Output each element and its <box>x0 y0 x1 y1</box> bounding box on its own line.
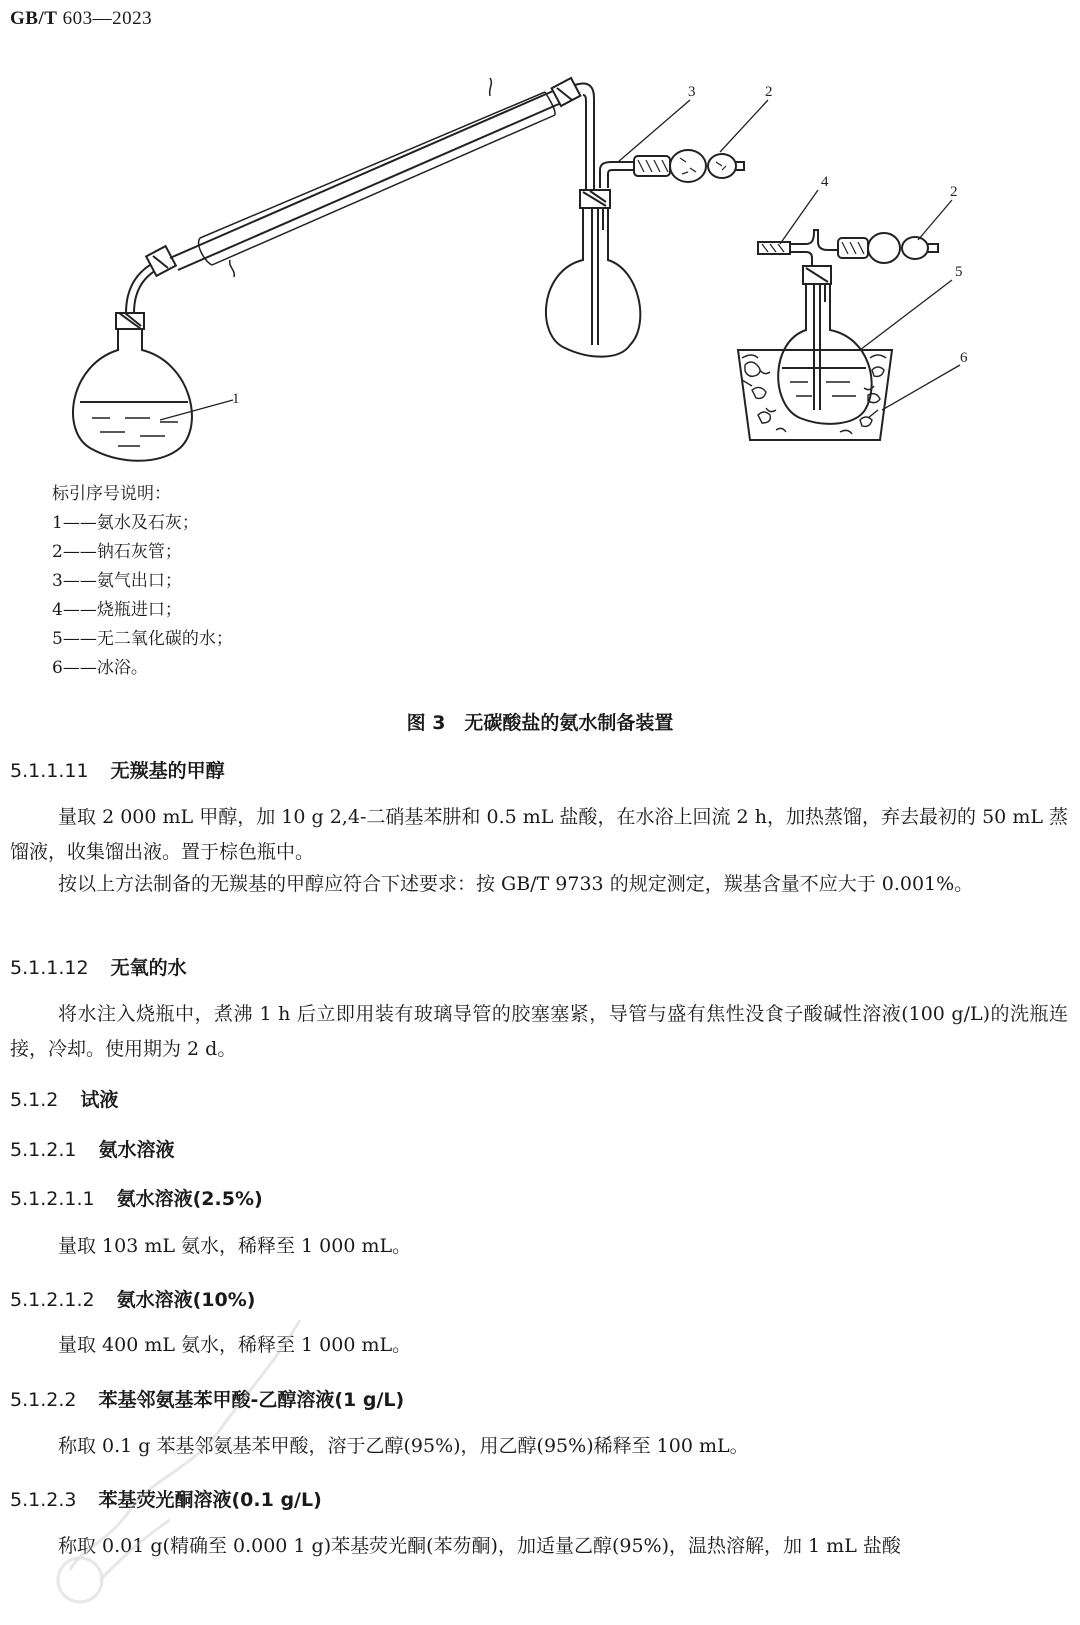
section-title: 无羰基的甲醇 <box>110 760 225 782</box>
legend-item: 2——钠石灰管； <box>52 542 182 562</box>
section-title: 苯基荧光酮溶液(0.1 g/L) <box>98 1489 322 1511</box>
section-number: 5.1.2.3 <box>10 1489 77 1511</box>
callout-2b: 2 <box>950 184 958 200</box>
flask-ammonia <box>73 313 192 461</box>
section-number: 5.1.2.2 <box>10 1389 77 1411</box>
section-number: 5.1.1.11 <box>10 760 89 782</box>
paragraph: 按以上方法制备的无羰基的甲醇应符合下述要求：按 GB/T 9733 的规定测定，羰基含量不应大于 0.001%。 <box>58 873 974 895</box>
section-heading <box>10 1285 255 1312</box>
section-title: 氨水溶液(10%) <box>116 1289 256 1311</box>
section-heading <box>10 1085 118 1112</box>
callout-1: 1 <box>232 391 240 407</box>
section-title: 氨水溶液(2.5%) <box>116 1188 263 1210</box>
paragraph: 称取 0.01 g(精确至 0.000 1 g)苯基荧光酮(苯芴酮)，加适量乙醇(95%)，温热溶解，加 1 mL 盐酸 <box>58 1535 901 1557</box>
apparatus-diagram <box>0 70 1080 470</box>
legend-item: 6——冰浴。 <box>52 658 148 678</box>
section-heading <box>10 1184 263 1211</box>
condenser <box>170 78 580 277</box>
standard-code <box>10 8 152 30</box>
legend-item: 4——烧瓶进口； <box>52 600 182 620</box>
section-number: 5.1.2.1.1 <box>10 1188 95 1210</box>
section-title: 无氧的水 <box>110 957 187 979</box>
standard-number: 603—2023 <box>62 8 153 29</box>
section-number: 5.1.2.1.2 <box>10 1289 95 1311</box>
section-title: 试液 <box>80 1089 119 1111</box>
section-heading <box>10 1485 322 1512</box>
legend-title: 标引序号说明： <box>52 484 171 504</box>
section-number: 5.1.1.12 <box>10 957 89 979</box>
paragraph: 称取 0.1 g 苯基邻氨基苯甲酸，溶于乙醇(95%)，用乙醇(95%)稀释至 100 mL。 <box>58 1435 749 1457</box>
paragraph: 量取 2 000 mL 甲醇，加 10 g 2,4-二硝基苯肼和 0.5 mL 盐酸，在水浴上回流 2 h，加热蒸馏，弃去最初的 50 mL 蒸馏液，收集馏出液。置于棕色瓶中。 <box>10 806 1068 863</box>
callout-4: 4 <box>821 174 829 190</box>
paragraph: 量取 103 mL 氨水，稀释至 1 000 mL。 <box>58 1235 412 1257</box>
section-title: 氨水溶液 <box>98 1139 175 1161</box>
section-heading <box>10 1385 404 1412</box>
flask-ice-bath <box>738 230 938 440</box>
figure-legend <box>52 480 233 683</box>
callout-leaders <box>160 100 960 420</box>
standard-prefix: GB/T <box>10 8 58 29</box>
legend-item: 3——氨气出口； <box>52 571 182 591</box>
paragraph: 量取 400 mL 氨水，稀释至 1 000 mL。 <box>58 1334 412 1356</box>
section-heading <box>10 1135 175 1162</box>
callout-6: 6 <box>960 350 968 366</box>
figure-caption: 图 3 无碳酸盐的氨水制备装置 <box>406 712 674 734</box>
section-number: 5.1.2.1 <box>10 1139 77 1161</box>
callout-5: 5 <box>955 264 963 280</box>
legend-item: 1——氨水及石灰； <box>52 513 199 533</box>
flask-receiver <box>546 150 744 357</box>
paragraph: 将水注入烧瓶中，煮沸 1 h 后立即用装有玻璃导管的胶塞塞紧，导管与盛有焦性没食子酸碱性溶液(100 g/L)的洗瓶连接，冷却。使用期为 2 d。 <box>10 1003 1068 1060</box>
callout-3: 3 <box>688 84 696 100</box>
section-title: 苯基邻氨基苯甲酸-乙醇溶液(1 g/L) <box>98 1389 405 1411</box>
section-number: 5.1.2 <box>10 1089 59 1111</box>
section-heading <box>10 953 187 980</box>
section-heading <box>10 756 225 783</box>
callout-2a: 2 <box>765 84 773 100</box>
legend-item: 5——无二氧化碳的水； <box>52 629 233 649</box>
